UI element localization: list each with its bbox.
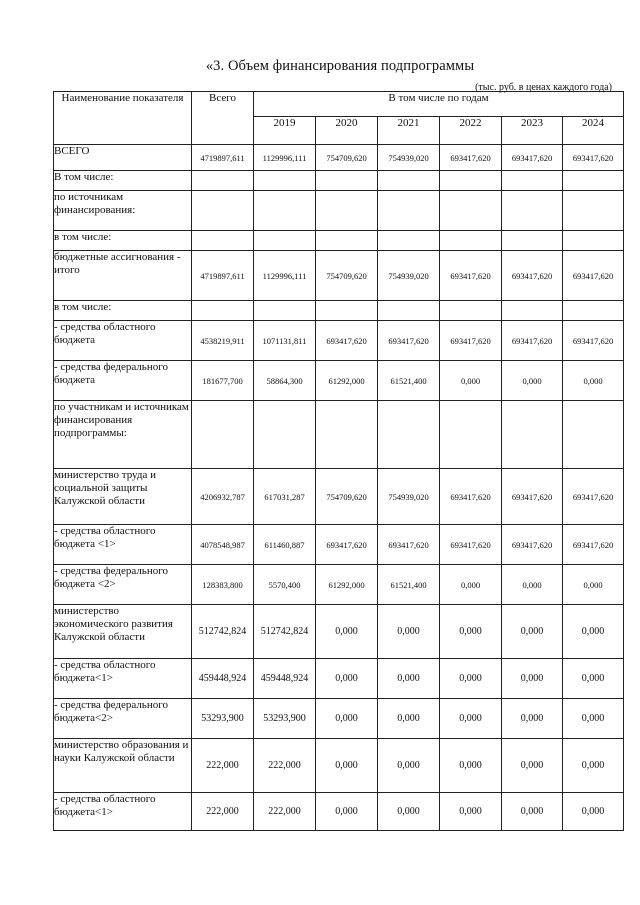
cell-year-2021 <box>378 231 440 251</box>
cell-year-2024: 0,000 <box>563 739 624 793</box>
header-name-column: Наименование показателя <box>54 92 192 145</box>
cell-year-2024 <box>563 401 624 469</box>
cell-year-2022 <box>440 191 502 231</box>
cell-year-2023: 0,000 <box>502 699 563 739</box>
row-label: - средства областного бюджета <box>54 321 192 361</box>
table-row <box>54 301 624 321</box>
table-row <box>54 605 624 659</box>
cell-year-2024: 693417,620 <box>563 469 624 525</box>
cell-year-2024 <box>563 301 624 321</box>
cell-year-2023: 693417,620 <box>502 251 563 301</box>
cell-year-2020: 693417,620 <box>316 321 378 361</box>
cell-year-2023: 693417,620 <box>502 469 563 525</box>
cell-year-2021: 754939,020 <box>378 251 440 301</box>
cell-total: 512742,824 <box>192 605 254 659</box>
cell-year-2022: 0,000 <box>440 659 502 699</box>
cell-year-2019 <box>254 171 316 191</box>
table-row <box>54 793 624 831</box>
cell-year-2022: 693417,620 <box>440 525 502 565</box>
row-label: ВСЕГО <box>54 145 192 171</box>
row-label: по участникам и источникам финансирования подпрограммы: <box>54 401 192 469</box>
cell-total: 181677,700 <box>192 361 254 401</box>
cell-year-2021: 61521,400 <box>378 565 440 605</box>
cell-year-2021: 754939,020 <box>378 145 440 171</box>
header-years-group: В том числе по годам <box>254 92 624 117</box>
cell-year-2024 <box>563 191 624 231</box>
row-label: по источникам финансирования: <box>54 191 192 231</box>
cell-year-2024: 693417,620 <box>563 321 624 361</box>
cell-year-2019: 222,000 <box>254 739 316 793</box>
row-label: - средства федерального бюджета <box>54 361 192 401</box>
cell-total <box>192 171 254 191</box>
cell-year-2021: 0,000 <box>378 605 440 659</box>
table-row <box>54 565 624 605</box>
cell-year-2024: 0,000 <box>563 361 624 401</box>
cell-year-2020: 754709,620 <box>316 145 378 171</box>
cell-year-2022: 0,000 <box>440 565 502 605</box>
cell-year-2023 <box>502 401 563 469</box>
cell-year-2019: 512742,824 <box>254 605 316 659</box>
cell-total: 222,000 <box>192 739 254 793</box>
cell-year-2023 <box>502 301 563 321</box>
cell-year-2021: 61521,400 <box>378 361 440 401</box>
cell-year-2023 <box>502 171 563 191</box>
table-row <box>54 525 624 565</box>
row-label: - средства областного бюджета<1> <box>54 659 192 699</box>
units-note: (тыс. руб. в ценах каждого года) <box>475 82 612 93</box>
cell-year-2021: 754939,020 <box>378 469 440 525</box>
cell-year-2020 <box>316 171 378 191</box>
cell-year-2019: 222,000 <box>254 793 316 831</box>
cell-year-2020 <box>316 401 378 469</box>
cell-year-2019: 5570,400 <box>254 565 316 605</box>
cell-year-2022 <box>440 401 502 469</box>
table-row <box>54 739 624 793</box>
cell-year-2020: 754709,620 <box>316 251 378 301</box>
cell-year-2019 <box>254 401 316 469</box>
cell-total: 128383,800 <box>192 565 254 605</box>
cell-year-2022: 0,000 <box>440 361 502 401</box>
cell-year-2020: 61292,000 <box>316 565 378 605</box>
cell-year-2021: 0,000 <box>378 659 440 699</box>
cell-year-2022 <box>440 231 502 251</box>
cell-year-2022: 0,000 <box>440 793 502 831</box>
cell-year-2020: 0,000 <box>316 659 378 699</box>
cell-year-2021: 0,000 <box>378 793 440 831</box>
row-label: в том числе: <box>54 231 192 251</box>
cell-year-2022 <box>440 171 502 191</box>
row-label: - средства федерального бюджета<2> <box>54 699 192 739</box>
cell-year-2020: 0,000 <box>316 699 378 739</box>
document-title: «3. Объем финансирования подпрограммы <box>205 58 475 74</box>
cell-year-2020 <box>316 301 378 321</box>
cell-year-2023: 693417,620 <box>502 145 563 171</box>
cell-total <box>192 301 254 321</box>
table-row <box>54 145 624 171</box>
header-year-2024: 2024 <box>563 117 624 145</box>
row-label: - средства областного бюджета <1> <box>54 525 192 565</box>
cell-year-2023: 0,000 <box>502 793 563 831</box>
cell-year-2024 <box>563 231 624 251</box>
cell-year-2023 <box>502 231 563 251</box>
cell-year-2024: 0,000 <box>563 659 624 699</box>
header-year-2022: 2022 <box>440 117 502 145</box>
cell-year-2022: 0,000 <box>440 605 502 659</box>
cell-year-2023: 0,000 <box>502 361 563 401</box>
cell-year-2022: 693417,620 <box>440 321 502 361</box>
cell-year-2021: 693417,620 <box>378 525 440 565</box>
cell-total <box>192 231 254 251</box>
table-row <box>54 659 624 699</box>
cell-year-2019: 1071131,811 <box>254 321 316 361</box>
cell-year-2019: 1129996,111 <box>254 251 316 301</box>
cell-year-2019: 58864,300 <box>254 361 316 401</box>
cell-year-2023 <box>502 191 563 231</box>
cell-year-2019 <box>254 191 316 231</box>
table-row <box>54 191 624 231</box>
cell-year-2020: 0,000 <box>316 793 378 831</box>
cell-year-2023: 0,000 <box>502 739 563 793</box>
cell-year-2024: 693417,620 <box>563 525 624 565</box>
financing-table <box>53 91 624 831</box>
table-row <box>54 361 624 401</box>
cell-year-2020: 61292,000 <box>316 361 378 401</box>
cell-year-2019: 1129996,111 <box>254 145 316 171</box>
cell-year-2024: 0,000 <box>563 793 624 831</box>
table-row <box>54 171 624 191</box>
row-label: министерство экономического развития Калужской области <box>54 605 192 659</box>
cell-year-2020: 693417,620 <box>316 525 378 565</box>
header-total-column: Всего <box>192 92 254 145</box>
cell-year-2019: 53293,900 <box>254 699 316 739</box>
row-label: в том числе: <box>54 301 192 321</box>
row-label: В том числе: <box>54 171 192 191</box>
cell-year-2022: 0,000 <box>440 699 502 739</box>
cell-year-2024: 693417,620 <box>563 145 624 171</box>
cell-year-2024: 0,000 <box>563 565 624 605</box>
cell-year-2023: 693417,620 <box>502 321 563 361</box>
cell-year-2020 <box>316 191 378 231</box>
cell-total <box>192 401 254 469</box>
cell-total: 4719897,611 <box>192 145 254 171</box>
row-label: министерство труда и социальной защиты Калужской области <box>54 469 192 525</box>
cell-year-2021 <box>378 191 440 231</box>
cell-total: 4538219,911 <box>192 321 254 361</box>
header-year-2019: 2019 <box>254 117 316 145</box>
cell-total: 459448,924 <box>192 659 254 699</box>
cell-year-2024: 0,000 <box>563 605 624 659</box>
cell-year-2019: 611460,887 <box>254 525 316 565</box>
table-body <box>54 145 624 831</box>
cell-year-2021: 0,000 <box>378 739 440 793</box>
cell-year-2022: 693417,620 <box>440 469 502 525</box>
cell-total: 53293,900 <box>192 699 254 739</box>
table-row <box>54 251 624 301</box>
cell-year-2022: 0,000 <box>440 739 502 793</box>
table-row <box>54 231 624 251</box>
cell-year-2019: 459448,924 <box>254 659 316 699</box>
row-label: бюджетные ассигнования - итого <box>54 251 192 301</box>
cell-total: 4078548,987 <box>192 525 254 565</box>
cell-year-2023: 0,000 <box>502 565 563 605</box>
row-label: - средства областного бюджета<1> <box>54 793 192 831</box>
header-year-2023: 2023 <box>502 117 563 145</box>
cell-year-2021: 693417,620 <box>378 321 440 361</box>
cell-year-2020: 0,000 <box>316 605 378 659</box>
table-row <box>54 401 624 469</box>
cell-year-2020: 0,000 <box>316 739 378 793</box>
cell-year-2019 <box>254 301 316 321</box>
cell-year-2023: 693417,620 <box>502 525 563 565</box>
cell-year-2022: 693417,620 <box>440 251 502 301</box>
cell-year-2024: 693417,620 <box>563 251 624 301</box>
cell-year-2021 <box>378 171 440 191</box>
table-row <box>54 699 624 739</box>
cell-year-2021 <box>378 401 440 469</box>
cell-total: 4719897,611 <box>192 251 254 301</box>
cell-year-2021 <box>378 301 440 321</box>
cell-year-2023: 0,000 <box>502 659 563 699</box>
table-row <box>54 469 624 525</box>
cell-year-2024: 0,000 <box>563 699 624 739</box>
cell-year-2019: 617031,287 <box>254 469 316 525</box>
cell-year-2020 <box>316 231 378 251</box>
header-year-2020: 2020 <box>316 117 378 145</box>
cell-year-2019 <box>254 231 316 251</box>
cell-year-2022 <box>440 301 502 321</box>
cell-year-2023: 0,000 <box>502 605 563 659</box>
cell-year-2022: 693417,620 <box>440 145 502 171</box>
header-year-2021: 2021 <box>378 117 440 145</box>
cell-total: 222,000 <box>192 793 254 831</box>
table-row <box>54 321 624 361</box>
cell-year-2024 <box>563 171 624 191</box>
cell-year-2020: 754709,620 <box>316 469 378 525</box>
row-label: министерство образования и науки Калужской области <box>54 739 192 793</box>
cell-total: 4206932,787 <box>192 469 254 525</box>
cell-year-2021: 0,000 <box>378 699 440 739</box>
row-label: - средства федерального бюджета <2> <box>54 565 192 605</box>
cell-total <box>192 191 254 231</box>
